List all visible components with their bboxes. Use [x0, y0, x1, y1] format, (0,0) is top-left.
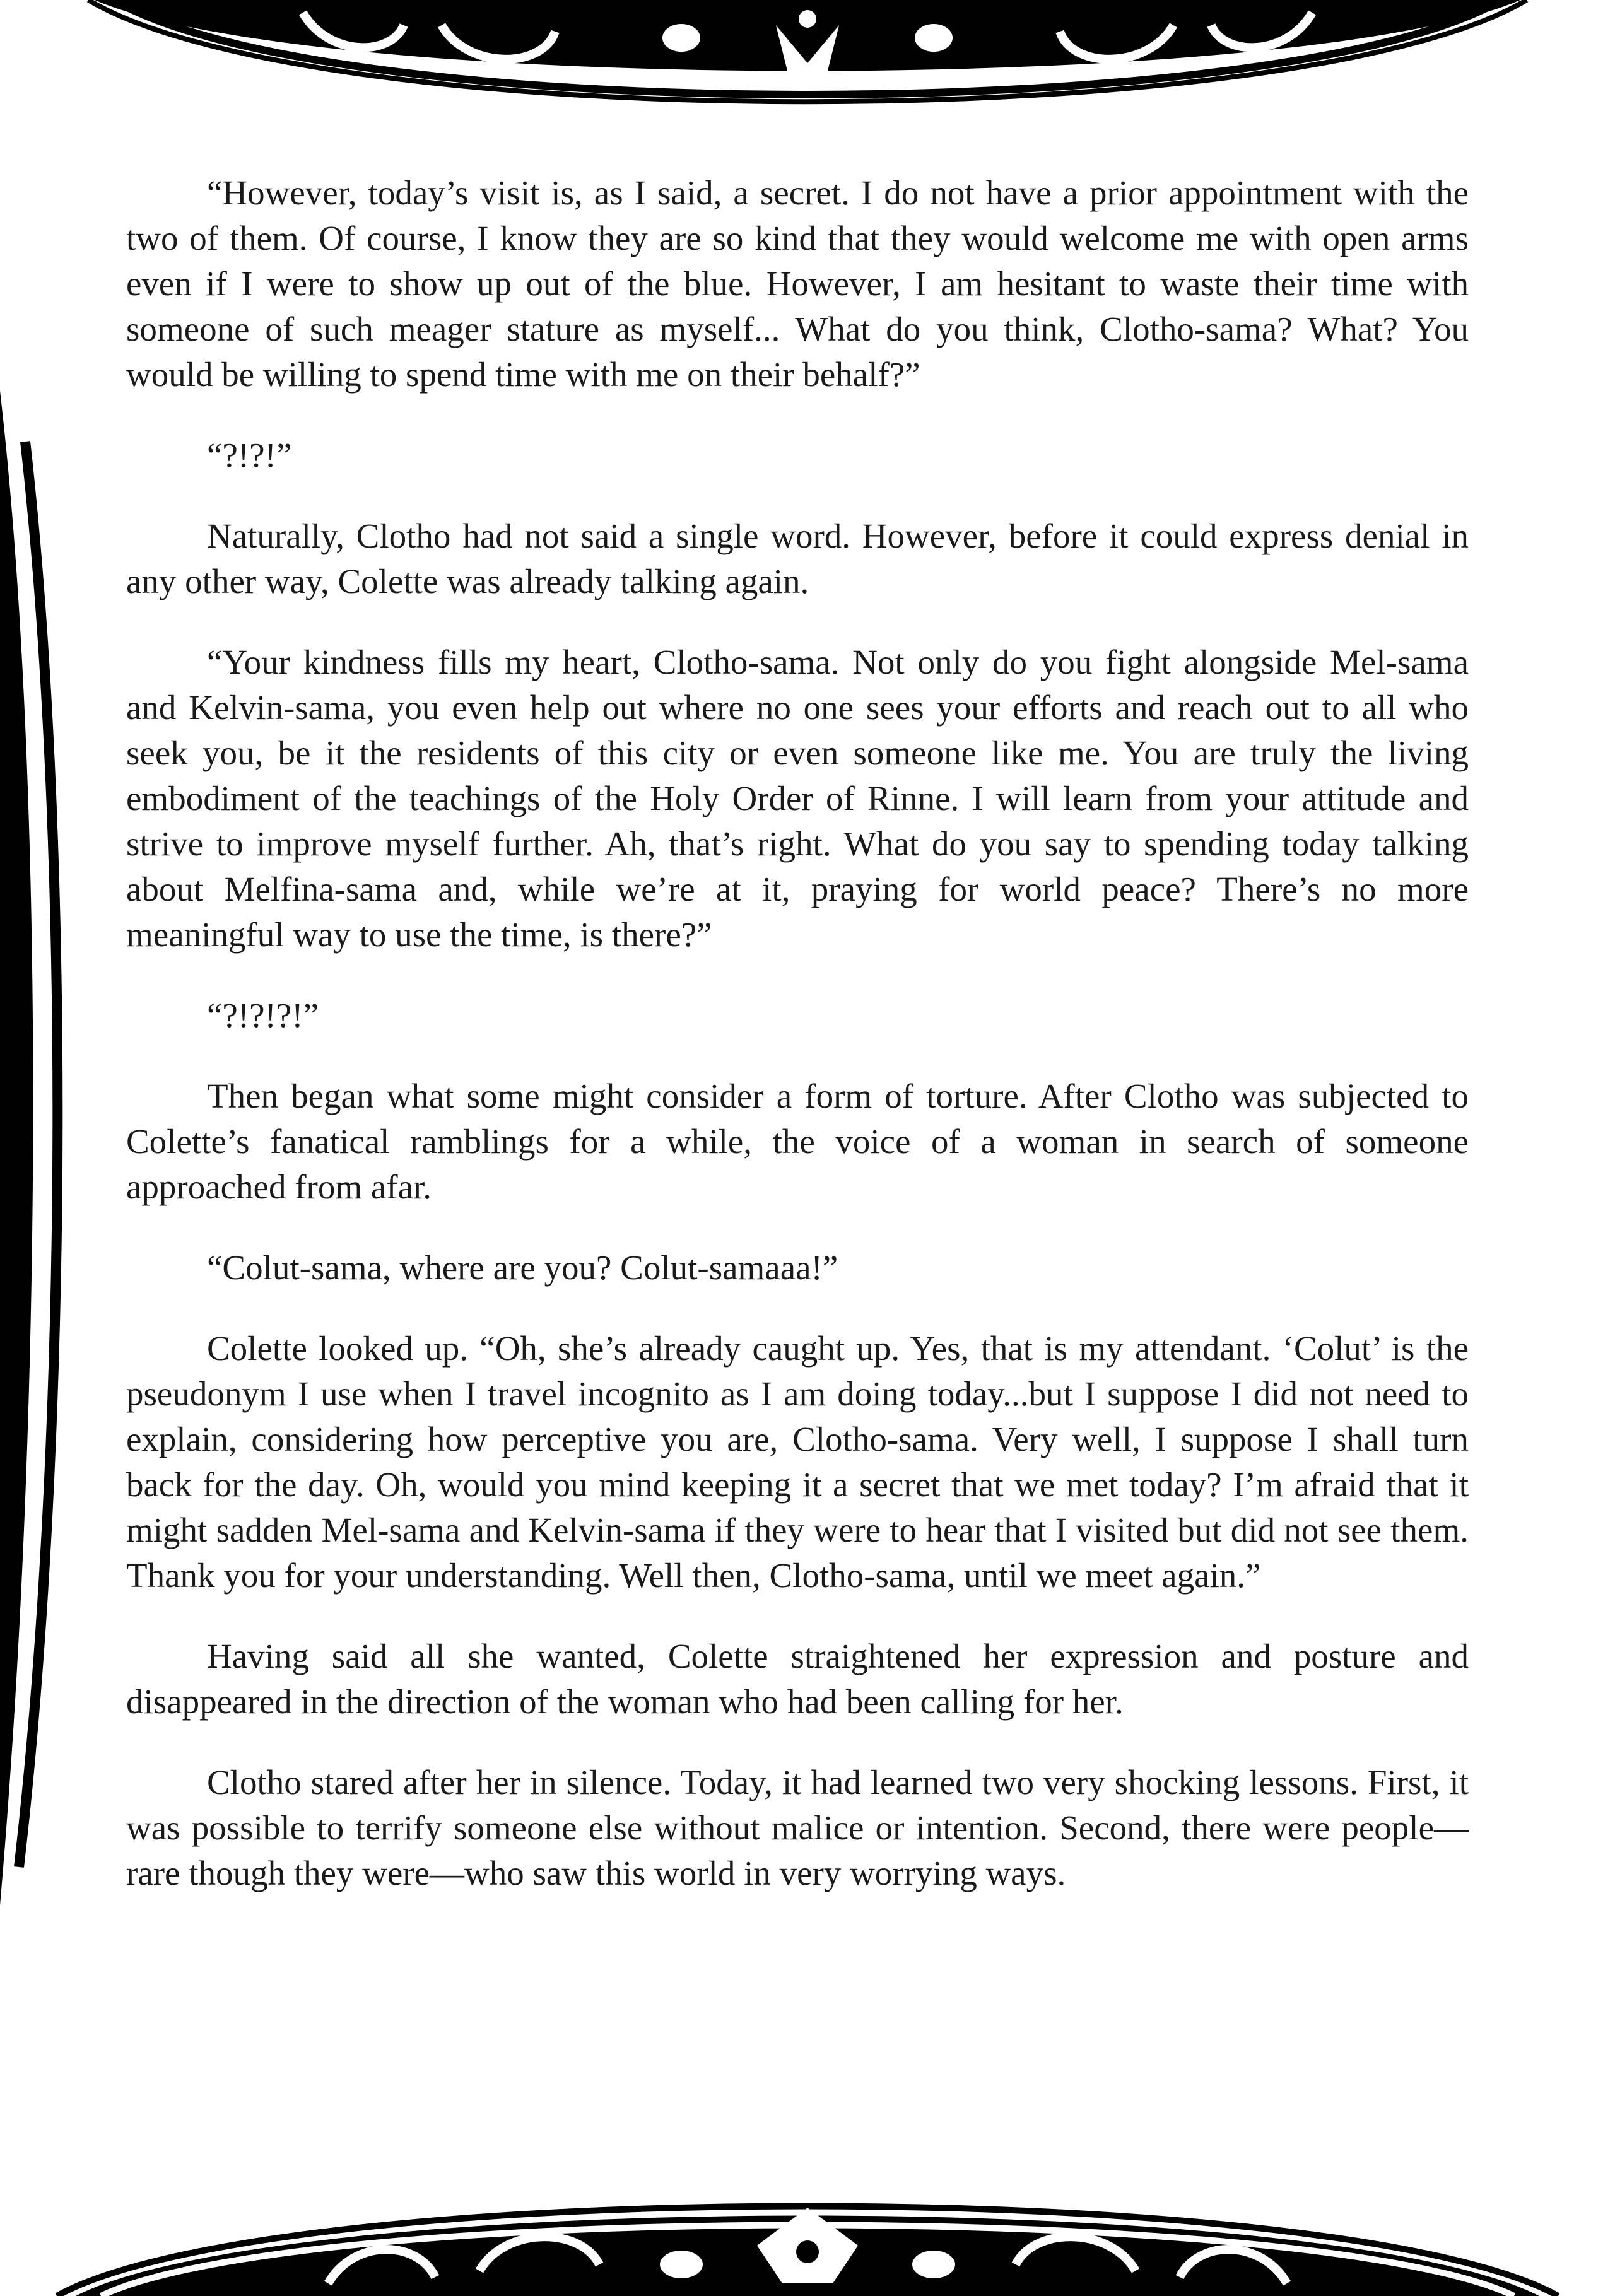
paragraph: Having said all she wanted, Colette straightened her expression and posture and disappeared in the direction of the woman who had been calling for her. [126, 1637, 1469, 1721]
paragraph: “Colut-sama, where are you? Colut-samaaa!” [207, 1248, 838, 1287]
paragraph: “?!?!?!” [207, 996, 319, 1034]
page-body [126, 170, 1469, 1931]
left-ornament-icon [0, 391, 69, 1905]
bottom-ornament-icon [0, 2170, 1615, 2296]
paragraph: Clotho stared after her in silence. Today, it had learned two very shocking lessons. First, it was possible to terrify someone else without malice or intention. Second, there were people—rare though they were—who saw this world in very worrying ways. [126, 1763, 1469, 1892]
top-ornament-icon [0, 0, 1615, 126]
paragraph: “Your kindness fills my heart, Clotho-sama. Not only do you fight alongside Mel-sama and Kelvin-sama, you even help out where no one sees your efforts and reach out to all who seek you, be it the residents of this city or even someone like me. You are truly the living embodiment of the teachings of the Holy Order of Rinne. I will learn from your attitude and strive to improve myself further. Ah, that’s right. What do you say to spending today talking about Melfina-sama and, while we’re at it, praying for world peace? There’s no more meaningful way to use the time, is there?” [126, 643, 1469, 954]
paragraph: “?!?!” [207, 436, 292, 474]
paragraph: Naturally, Clotho had not said a single word. However, before it could express denial in any other way, Colette was already talking again. [126, 517, 1469, 600]
paragraph: Then began what some might consider a form of torture. After Clotho was subjected to Colette’s fanatical ramblings for a while, the voice of a woman in search of someone approached from afar. [126, 1077, 1469, 1206]
paragraph: Colette looked up. “Oh, she’s already caught up. Yes, that is my attendant. ‘Colut’ is the pseudonym I use when I travel incognito as I am doing today...but I suppose I did not need to explain, considering how perceptive you are, Clotho-sama. Very well, I suppose I shall turn back for the day. Oh, would you mind keeping it a secret that we met today? I’m afraid that it might sadden Mel-sama and Kelvin-sama if they were to hear that I visited but did not see them. Thank you for your understanding. Well then, Clotho-sama, until we meet again.” [126, 1329, 1469, 1595]
paragraph: “However, today’s visit is, as I said, a secret. I do not have a prior appointment with the two of them. Of course, I know they are so kind that they would welcome me with open arms even if I were to show up out of the blue. However, I am hesitant to waste their time with someone of such meager stature as myself... What do you think, Clotho-sama? What? You would be willing to spend time with me on their behalf?” [126, 173, 1469, 394]
